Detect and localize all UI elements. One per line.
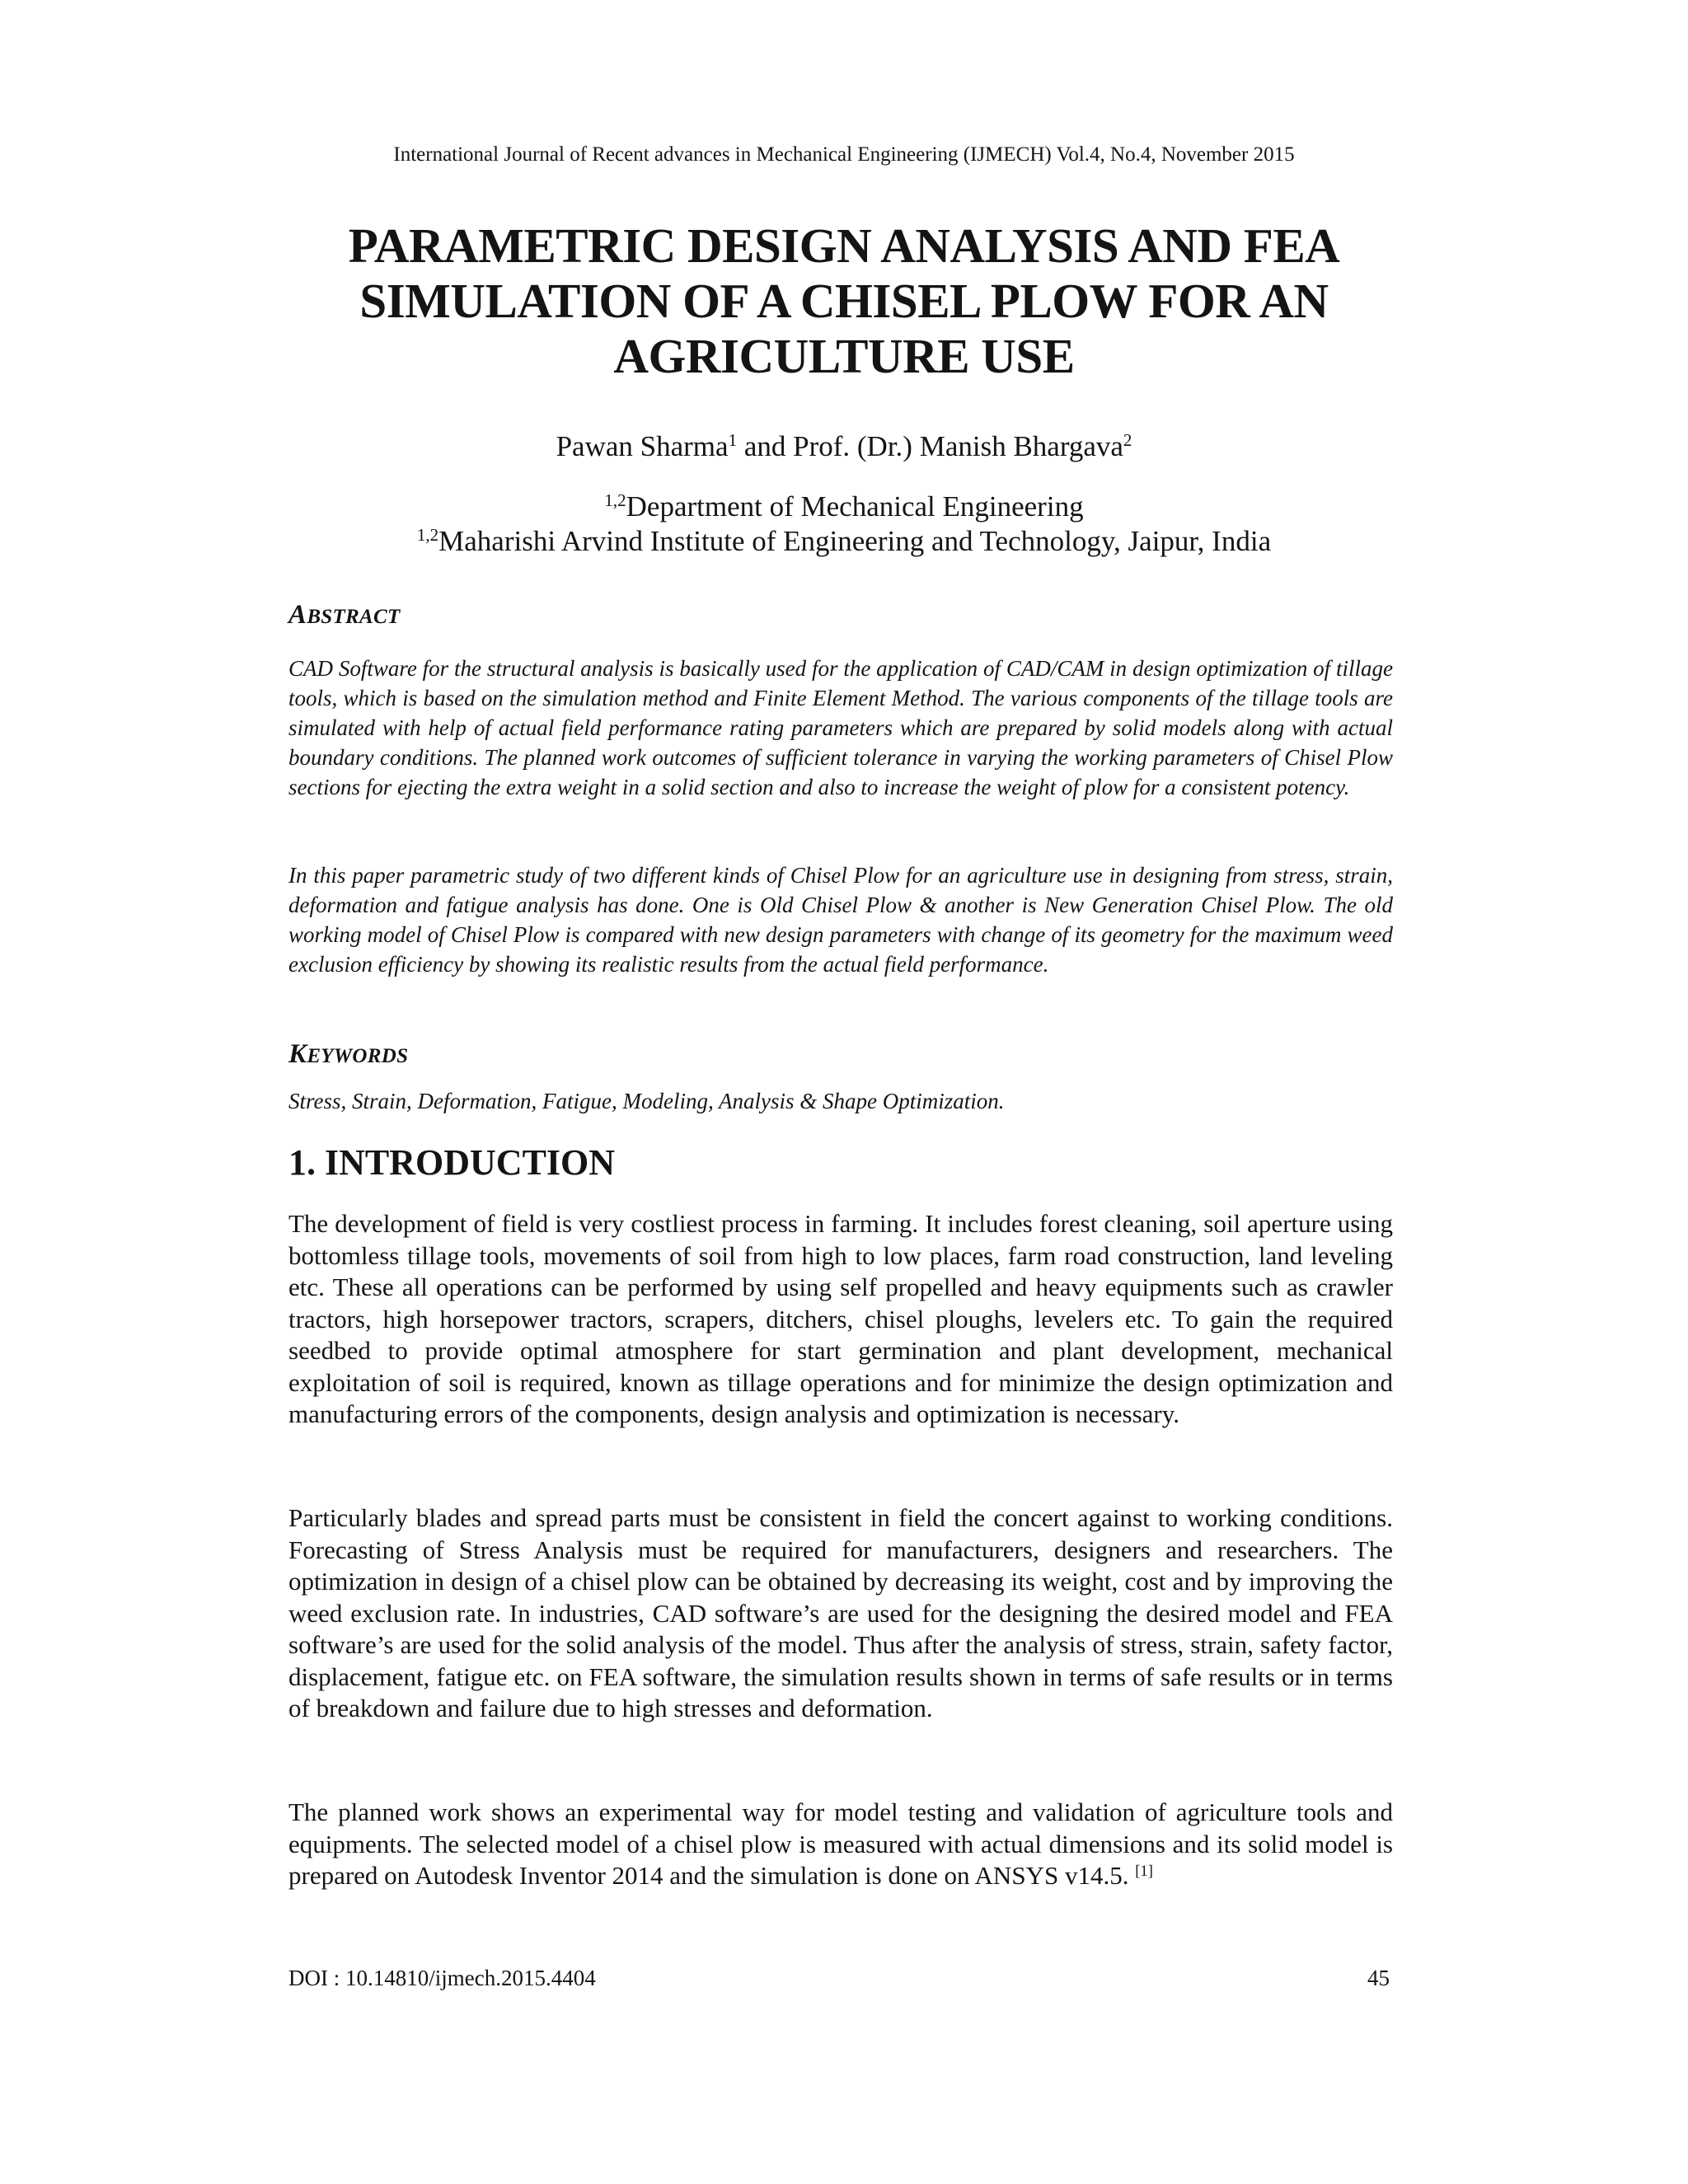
author-superscript: 1 xyxy=(728,430,738,451)
body-paragraph: The planned work shows an experimental way for model testing and validation of agriculture tools and equipments. The selected model of a chisel plow is measured with actual dimensions and its solid model is prepared on Autodesk Inventor 2014 and the simulation is done on ANSYS v14.5. [1] xyxy=(288,1797,1393,1890)
paper-title: PARAMETRIC DESIGN ANALYSIS AND FEA SIMULATION OF A CHISEL PLOW FOR AN AGRICULTURE USE xyxy=(348,218,1340,383)
affiliation-superscript: 1,2 xyxy=(604,490,626,511)
abstract-paragraph: In this paper parametric study of two different kinds of Chisel Plow for an agriculture use in designing from stress, strain, deformation and fatigue analysis has done. One is Old Chisel Plow & another is New Generation Chisel Plow. The old working model of Chisel Plow is compared with new design parameters with change of its geometry for the maximum weed exclusion efficiency by showing its realistic results from the actual field performance. xyxy=(288,863,1393,977)
citation-link[interactable]: [1] xyxy=(1135,1862,1153,1880)
body-paragraph: Particularly blades and spread parts must be consistent in field the concert against to working conditions. Forecasting of Stress Analysis must be required for manufacturers, designers and researchers. The optimization in design of a chisel plow can be obtained by decreasing its weight, cost and by improving the weed exclusion rate. In industries, CAD software’s are used for the designing the desired model and FEA software’s are used for the solid analysis of the model. Thus after the analysis of stress, strain, safety factor, displacement, fatigue etc. on FEA software, the simulation results shown in terms of safe results or in terms of breakdown and failure due to high stresses and deformation. xyxy=(288,1503,1393,1722)
author-name: Prof. (Dr.) Manish Bhargava xyxy=(793,430,1123,462)
page-number: 45 xyxy=(1367,1966,1390,1990)
section-heading-introduction: 1. INTRODUCTION xyxy=(288,1142,616,1183)
running-header: International Journal of Recent advances in Mechanical Engineering (IJMECH) Vol.4, No.4, November 2015 xyxy=(393,143,1295,166)
keywords-text: Stress, Strain, Deformation, Fatigue, Modeling, Analysis & Shape Optimization. xyxy=(288,1089,1005,1113)
affiliation-superscript: 1,2 xyxy=(416,525,439,546)
body-paragraph: The development of field is very costliest process in farming. It includes forest cleaning, soil aperture using bottomless tillage tools, movements of soil from high to low places, farm road construction, land leveling etc. These all operations can be performed by using self propelled and heavy equipments such as crawler tractors, high horsepower tractors, scrapers, ditchers, chisel ploughs, levelers etc. To gain the required seedbed to provide optimal atmosphere for start germination and plant development, mechanical exploitation of soil is required, known as tillage operations and for minimize the design optimization and manufacturing errors of the components, design analysis and optimization is necessary. xyxy=(288,1209,1393,1428)
author-joiner: and xyxy=(737,430,794,462)
author-line xyxy=(0,430,1688,463)
affiliation-institute: $^{1,2}$Maharishi Arvind Institute of Engineering and Technology, Jaipur, India xyxy=(416,525,1272,557)
author-name: Pawan Sharma xyxy=(556,430,729,462)
keywords-heading: KEYWORDS xyxy=(288,1039,409,1069)
abstract-paragraph: CAD Software for the structural analysis is basically used for the application of CAD/CAM in design optimization of tillage tools, which is based on the simulation method and Finite Element Method. The various components of the tillage tools are simulated with help of actual field performance rating parameters which are prepared by solid models along with actual boundary conditions. The planned work outcomes of sufficient tolerance in varying the working parameters of Chisel Plow sections for ejecting the extra weight in a solid section and also to increase the weight of plow for a consistent potency. xyxy=(288,656,1393,799)
abstract-heading: ABSTRACT xyxy=(288,600,401,630)
author-superscript: 2 xyxy=(1123,430,1132,451)
footer-doi: DOI : 10.14810/ijmech.2015.4404 xyxy=(288,1966,596,1990)
affiliation-department: $^{1,2}$Department of Mechanical Engineering xyxy=(604,490,1084,523)
